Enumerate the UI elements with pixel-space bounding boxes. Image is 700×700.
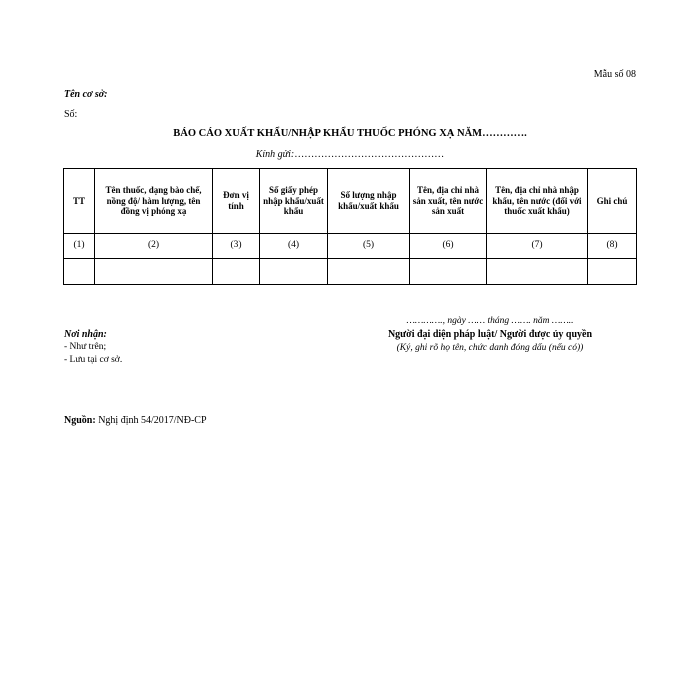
table-cell [588, 259, 637, 285]
addressee-dots: ……………………………………… [294, 149, 445, 160]
report-title: BÁO CÁO XUẤT KHẨU/NHẬP KHẨU THUỐC PHÓNG XẠ NĂM…………. [173, 128, 527, 139]
facility-name-label: Tên cơ sở: [64, 89, 108, 100]
header-cell: Ghi chú [588, 169, 637, 234]
table-cell [328, 259, 410, 285]
table-row [64, 259, 637, 285]
header-cell: Tên, địa chỉ nhà nhập khẩu, tên nước (đối với thuốc xuất khẩu) [487, 169, 588, 234]
recipient-item: - Lưu tại cơ sở. [64, 355, 123, 365]
report-table [63, 168, 637, 285]
header-cell: Tên thuốc, dạng bào chế, nồng độ/ hàm lượng, tên đồng vị phóng xạ [95, 169, 213, 234]
recipients-label: Nơi nhận: [64, 329, 107, 340]
column-number-cell: (8) [588, 234, 637, 259]
table-cell [95, 259, 213, 285]
column-number-cell: (7) [487, 234, 588, 259]
form-number: Mẫu số 08 [593, 69, 636, 80]
column-number-cell: (2) [95, 234, 213, 259]
table-cell [64, 259, 95, 285]
header-cell: Tên, địa chỉ nhà sản xuất, tên nước sản xuất [410, 169, 487, 234]
representative-title: Người đại diện pháp luật/ Người được ủy quyền [387, 329, 593, 340]
table-cell [213, 259, 260, 285]
document-number-label: Số: [64, 109, 78, 120]
column-number-cell: (1) [64, 234, 95, 259]
header-cell: Số lượng nhập khẩu/xuất khẩu [328, 169, 410, 234]
column-number-row [64, 234, 637, 259]
addressee-label: Kính gửi: [255, 149, 295, 160]
addressee-line [0, 149, 700, 160]
table-cell [487, 259, 588, 285]
header-cell: Đơn vị tính [213, 169, 260, 234]
column-number-cell: (6) [410, 234, 487, 259]
table-cell [410, 259, 487, 285]
date-line: …………., ngày …… tháng ……. năm …….. [406, 316, 574, 326]
column-number-cell: (3) [213, 234, 260, 259]
recipient-item: - Như trên; [64, 342, 107, 352]
header-cell: TT [64, 169, 95, 234]
source-value: Nghị định 54/2017/NĐ-CP [95, 415, 207, 426]
column-number-cell: (5) [328, 234, 410, 259]
source-label: Nguồn: [64, 415, 96, 426]
column-number-cell: (4) [260, 234, 328, 259]
table-cell [260, 259, 328, 285]
header-cell: Số giấy phép nhập khẩu/xuất khẩu [260, 169, 328, 234]
signature-note: (Ký, ghi rõ họ tên, chức danh đóng dấu (nếu có)) [396, 343, 584, 353]
table-header-row [64, 169, 637, 234]
source-line [64, 415, 207, 426]
